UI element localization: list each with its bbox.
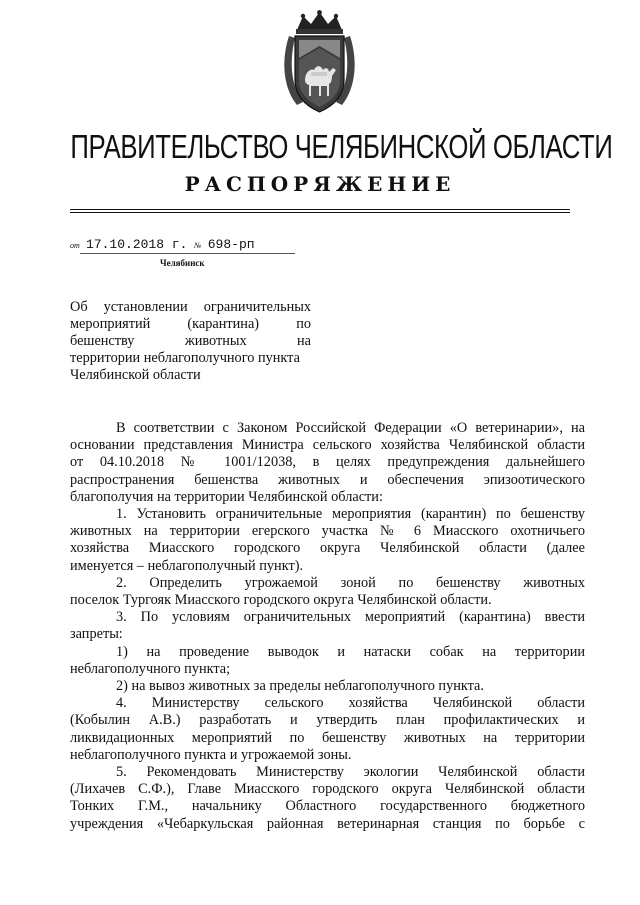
document-city: Челябинск xyxy=(160,258,205,268)
body-line: животных на территории егерского участка № 6 Миасского охотничьего xyxy=(70,523,585,540)
body-line: 3. По условиям ограничительных мероприятий (карантина) ввести xyxy=(116,609,585,626)
body-line: поселок Тургояк Миасского городского округа Челябинской области. xyxy=(70,592,492,609)
body-line: Тонких Г.М., начальнику Областного государственного бюджетного xyxy=(70,798,585,815)
item-4-paragraph xyxy=(70,695,585,764)
body-line: именуется – неблагополучный пункт). xyxy=(70,557,304,574)
subject-line: Челябинской области xyxy=(70,367,201,383)
document-number: 698-рп xyxy=(207,237,255,252)
subject-line: бешенству животных на xyxy=(70,333,311,349)
body-line: 4. Министерству сельского хозяйства Челябинской области xyxy=(116,695,585,712)
government-title: ПРАВИТЕЛЬСТВО ЧЕЛЯБИНСКОЙ ОБЛАСТИ xyxy=(70,128,613,165)
document-subject xyxy=(70,299,311,384)
item-3-paragraph xyxy=(70,609,585,643)
body-line: 2. Определить угрожаемой зоной по бешенству животных xyxy=(116,574,585,591)
body-line: от 04.10.2018 № 1001/12038, в целях предупреждения дальнейшего xyxy=(70,454,585,471)
body-line: 1. Установить ограничительные мероприятия (карантин) по бешенству xyxy=(116,506,585,523)
body-line: благополучия на территории Челябинской области: xyxy=(70,488,383,505)
date-underline xyxy=(80,253,295,254)
body-line: (Лихачев С.Ф.), Главе Миасского городского округа Челябинской области xyxy=(70,781,585,798)
body-line: 2) на вывоз животных за пределы неблагополучного пункта. xyxy=(116,678,484,695)
item-3-2-paragraph xyxy=(70,678,585,695)
item-1-paragraph xyxy=(70,506,585,575)
body-line: неблагополучного пункта; xyxy=(70,660,231,677)
document-body xyxy=(70,420,585,833)
item-2-paragraph xyxy=(70,575,585,609)
body-line: основании представления Министра сельского хозяйства Челябинской области xyxy=(70,437,585,454)
preamble-paragraph xyxy=(70,420,585,506)
body-line: (Кобылин А.В.) разработать и утвердить план профилактических и xyxy=(70,712,585,729)
date-number-line xyxy=(70,236,255,252)
body-line: запреты: xyxy=(70,626,123,643)
subject-line: территории неблагополучного пункта xyxy=(70,350,300,366)
body-line: учреждения «Чебаркульская районная ветеринарная станция по борьбе с xyxy=(70,815,585,832)
date-from-label: от xyxy=(70,241,80,250)
body-line: 1) на проведение выводок и натаски собак на территории xyxy=(116,643,585,660)
body-line: хозяйства Миасского городского округа Челябинской области (далее xyxy=(70,540,585,557)
coat-of-arms-icon xyxy=(281,10,358,116)
header-divider xyxy=(70,209,570,210)
body-line: неблагополучного пункта и угрожаемой зоны. xyxy=(70,746,352,763)
item-3-1-paragraph xyxy=(70,644,585,678)
number-label: № xyxy=(193,241,202,250)
body-line: распространения бешенства животных и обеспечения эпизоотического xyxy=(70,471,585,488)
document-date: 17.10.2018 г. xyxy=(86,237,188,252)
document-type-title: РАСПОРЯЖЕНИЕ xyxy=(184,172,456,196)
subject-line: Об установлении ограничительных xyxy=(70,299,311,315)
header-divider-secondary xyxy=(70,212,570,213)
body-line: 5. Рекомендовать Министерству экологии Челябинской области xyxy=(116,764,585,781)
item-5-paragraph xyxy=(70,764,585,833)
body-line: ликвидационных мероприятий по бешенству животных на территории xyxy=(70,729,585,746)
body-line: В соответствии с Законом Российской Федерации «О ветеринарии», на xyxy=(116,420,585,436)
subject-line: мероприятий (карантина) по xyxy=(70,316,311,332)
